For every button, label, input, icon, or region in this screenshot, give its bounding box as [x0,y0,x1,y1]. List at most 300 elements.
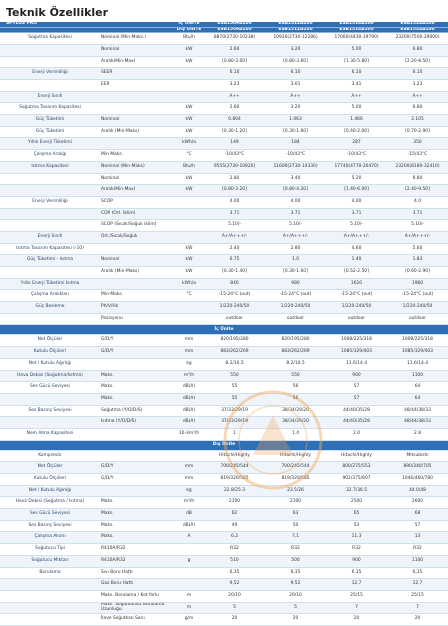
spec-category: Güç Tüketimi - Isıtma [0,255,100,267]
spec-value: [0.40-2.00] [326,126,387,138]
spec-value: 2.60 [204,44,265,56]
spec-value: 1/220-240/50 [387,302,448,314]
spec-row [0,103,448,115]
spec-row [0,33,448,45]
spec-value: 20 [265,614,326,626]
spec-unit [174,220,204,232]
spec-unit: 10-3m³/h [174,428,204,440]
spec-value: 890/340/705 [387,462,448,474]
spec-value: 6.10 [204,68,265,80]
spec-value: 5.00 [326,44,387,56]
spec-value: [0.80-3.20] [204,185,265,197]
spec-value: 23.5/26 [265,485,326,497]
spec-value: 57 [387,520,448,532]
spec-value: 550 [265,370,326,382]
spec-value: 4.00 [326,196,387,208]
spec-subcategory [100,358,174,370]
spec-value: 8.2/10.5 [265,358,326,370]
spec-value: 1/220-240/50 [326,302,387,314]
spec-unit: kW [174,185,204,197]
spec-value: 4.60 [326,243,387,255]
spec-value: 700/245/544 [204,462,265,474]
spec-unit: A [174,532,204,544]
spec-unit: mm [174,462,204,474]
spec-subcategory: Nominal [100,44,174,56]
spec-value: 20 [204,614,265,626]
spec-subcategory: SCOP (Sıcak/Soğuk iklim) [100,220,174,232]
spec-value: -10/43°C [265,150,326,162]
indoor-unit-label: İÇ ÜNİTE [174,22,204,27]
spec-value: 510 [204,555,265,567]
spec-row [0,208,448,220]
section-indoor-title: İç Ünite [0,325,448,335]
spec-value: 1.40 [326,255,387,267]
spec-value: Hitachi/Highly [204,450,265,462]
spec-value: 5.10/- [326,220,387,232]
spec-subcategory: Maks. Soğutkansız Borulama Uzunluğu [100,602,174,614]
spec-value: 17060(4430-19790) [326,33,387,45]
spec-value: 1610 [326,278,387,290]
indoor-model: ESA1524A100 [387,22,448,27]
spec-category [0,173,100,185]
spec-unit: g/m [174,614,204,626]
spec-row [0,231,448,243]
spec-category: Ses Basınç Seviyesi [0,520,100,532]
spec-row [0,382,448,394]
spec-value: 2600 [387,497,448,509]
spec-subcategory: G/D/Y [100,347,174,359]
spec-subcategory: Maks. [100,532,174,544]
spec-category [0,393,100,405]
spec-value: 23200(7500-29000) [387,33,448,45]
spec-subcategory: Min-Maks. [100,290,174,302]
spec-value: [0.80-3.00] [204,56,265,68]
spec-subcategory: Ort./Sıcak/Soğuk [100,231,174,243]
spec-category: Güç Tüketimi [0,126,100,138]
spec-unit: °C [174,290,204,302]
spec-value: 5.20 [326,173,387,185]
spec-unit: kg [174,485,204,497]
spec-subcategory [100,428,174,440]
spec-row [0,417,448,429]
spec-value: 1046/460/780 [387,474,448,486]
spec-value: 44/40/35/28 [326,405,387,417]
spec-value: 64 [387,382,448,394]
outdoor-model: ESB1518A100 [326,27,387,33]
spec-subcategory: Maks. [100,520,174,532]
spec-value: -15-24°C (out) [265,290,326,302]
spec-subcategory: Nominal [100,173,174,185]
spec-value: A+/A+++/- [204,231,265,243]
spec-unit: dB(A) [174,393,204,405]
spec-value: 11,3 [326,532,387,544]
spec-category [0,267,100,279]
spec-unit [174,68,204,80]
spec-category: Kutulu Ölçüleri [0,347,100,359]
spec-subcategory: Nominal (Min-Maks.) [100,33,174,45]
spec-subcategory: SCOP [100,196,174,208]
spec-category: Çalışma Aralığı [0,150,100,162]
spec-value: 6,35 [204,567,265,579]
spec-value: 9,52 [204,579,265,591]
spec-value: 2100 [204,497,265,509]
spec-unit: kW [174,56,204,68]
spec-subcategory: Sıvı Boru Hattı [100,567,174,579]
spec-value: 3.23 [204,80,265,92]
spec-unit: kW [174,255,204,267]
spec-value: 63 [265,509,326,521]
spec-category: Ses Basınç Seviyesi [0,405,100,417]
spec-unit: kW [174,243,204,255]
spec-value: 1/220-240/50 [265,302,326,314]
spec-subcategory [100,243,174,255]
spec-unit: m [174,602,204,614]
spec-category: Enerji Verimliliği [0,196,100,208]
spec-value: 17740(4770-20470) [326,161,387,173]
spec-value: 11.6/14.4 [387,358,448,370]
spec-row [0,68,448,80]
spec-value: Mitsubishi [387,450,448,462]
spec-category: Soğutucu Miktarı [0,555,100,567]
spec-value: [1.30-5.80] [326,56,387,68]
spec-value: 2100 [265,497,326,509]
spec-value: 820/195/280 [204,335,265,347]
spec-value: 287 [326,138,387,150]
indoor-model: ESA1509A100 [204,22,265,27]
spec-category: Çalışma Akımı [0,532,100,544]
spec-unit: dB [174,509,204,521]
spec-unit [174,313,204,325]
spec-value: 37/33/29/19 [204,417,265,429]
spec-subcategory: Maks. [100,370,174,382]
spec-value: R32 [265,544,326,556]
series-label: SPYLOS PRO [0,22,100,27]
spec-category: Hava Debisi (Soğutma / Isıtma) [0,497,100,509]
spec-value: 12,7 [326,579,387,591]
spec-subcategory [100,450,174,462]
spec-value: 149 [204,138,265,150]
spec-subcategory: Maks. [100,393,174,405]
spec-value: [0.60-2.90] [387,267,448,279]
spec-unit: m³/h [174,370,204,382]
spec-value: 11.6/14.4 [326,358,387,370]
spec-subcategory: R410A/R32 [100,544,174,556]
spec-value: 819/320/585 [204,474,265,486]
spec-row [0,579,448,591]
spec-row [0,474,448,486]
spec-value: 8.2/10.5 [204,358,265,370]
spec-category: Borulama [0,567,100,579]
spec-value: 11600(2730-14330) [265,161,326,173]
indoor-model: ESA1512A100 [265,22,326,27]
spec-row [0,56,448,68]
spec-value: [1.40-6.00] [326,185,387,197]
spec-value: 62 [204,509,265,521]
spec-category [0,614,100,626]
spec-category [0,602,100,614]
spec-subcategory: EER [100,80,174,92]
spec-value: 883/262/269 [204,347,265,359]
spec-value: 5.10/- [265,220,326,232]
spec-value: 57 [326,382,387,394]
spec-table [0,22,448,626]
spec-unit [174,196,204,208]
outdoor-model: ESB1524A100 [387,27,448,33]
spec-value: [0.70-2.90] [387,126,448,138]
spec-row [0,267,448,279]
spec-value: -15-24°C (out) [326,290,387,302]
spec-unit: dB(A) [174,520,204,532]
spec-category: Ses Gücü Seviyesi [0,382,100,394]
outdoor-model: ESB1512A100 [265,27,326,33]
spec-value: -10/43°C [204,150,265,162]
spec-category [0,417,100,429]
spec-value: 700/245/544 [265,462,326,474]
spec-value: 56 [265,382,326,394]
spec-value: 4.0 [387,196,448,208]
spec-unit [174,302,204,314]
spec-row [0,520,448,532]
spec-category: Hava Debisi (Soğutma/Isıtma) [0,370,100,382]
spec-category [0,579,100,591]
spec-row [0,405,448,417]
spec-value: 900 [326,555,387,567]
spec-value: 1085/329/403 [387,347,448,359]
spec-value: 2.40 [204,243,265,255]
spec-value: 2.60 [204,103,265,115]
spec-row [0,370,448,382]
spec-row [0,44,448,56]
spec-value: A++ [265,91,326,103]
spec-subcategory: Aralık(Min-Max) [100,56,174,68]
spec-row [0,335,448,347]
spec-value: 7 [326,602,387,614]
spec-row [0,243,448,255]
spec-unit: °C [174,150,204,162]
spec-value: 20 [387,614,448,626]
spec-value: 5.10/- [387,220,448,232]
spec-value: 3.23 [387,80,448,92]
spec-value: 38/34/29/20 [265,405,326,417]
spec-category: Soğutma Kapasitesi [0,33,100,45]
spec-category: Çalışma Aralıkları [0,290,100,302]
spec-subcategory: Aralık(Min-Max) [100,185,174,197]
spec-value: 57 [326,393,387,405]
spec-row [0,290,448,302]
spec-category: Yıllık Enerji Tüketimi Isıtma [0,278,100,290]
spec-value: 12,7 [387,579,448,591]
spec-row [0,161,448,173]
spec-value: 2500 [326,497,387,509]
spec-value: A+/A+++/- [326,231,387,243]
spec-value: [0.52-2.50] [326,267,387,279]
spec-unit [174,567,204,579]
spec-row [0,450,448,462]
spec-value: 20/10 [204,590,265,602]
spec-subcategory: Maks. [100,497,174,509]
spec-value: outdoor [204,313,265,325]
spec-value: 6.10 [265,68,326,80]
spec-unit: kg [174,358,204,370]
spec-value: 1008/225/318 [326,335,387,347]
spec-row [0,80,448,92]
spec-subcategory: Gaz Boru Hattı [100,579,174,591]
spec-value: 44/40/35/28 [326,417,387,429]
spec-unit: kW [174,103,204,115]
spec-value: A++ [387,91,448,103]
spec-value: Hitachi/Highly [265,450,326,462]
spec-category [0,313,100,325]
spec-unit [174,231,204,243]
spec-row [0,150,448,162]
spec-row [0,138,448,150]
spec-row [0,91,448,103]
spec-row [0,313,448,325]
spec-value: 3.01 [265,80,326,92]
spec-row [0,173,448,185]
spec-unit: kW [174,126,204,138]
spec-category: Soğutucu Tipi [0,544,100,556]
spec-value: 0.75 [204,255,265,267]
spec-row [0,126,448,138]
page-title: Teknik Özellikler [6,6,109,19]
spec-row [0,347,448,359]
spec-value: -15-24°C (out) [387,290,448,302]
spec-row [0,590,448,602]
spec-unit: kWh/a [174,138,204,150]
spec-value: 48/44/38/33 [387,405,448,417]
spec-value: 3.20 [265,44,326,56]
spec-row [0,462,448,474]
spec-value: 55 [204,382,265,394]
spec-subcategory: Nominal (Min-Maks) [100,161,174,173]
spec-value: R32 [204,544,265,556]
spec-category: Net Ölçüler [0,335,100,347]
spec-unit: Btu/h [174,33,204,45]
spec-category [0,208,100,220]
spec-subcategory: Min-Maks. [100,150,174,162]
spec-value: 6,2 [204,532,265,544]
spec-value: 49 [204,520,265,532]
spec-row [0,393,448,405]
spec-category [0,185,100,197]
spec-value: [0.80-4.20] [265,185,326,197]
spec-value: 23200(8180-32410) [387,161,448,173]
spec-value: 0.804 [204,115,265,127]
spec-value: Hitachi/Highly [326,450,387,462]
spec-category: Soğutma Tasarım Kapasitesi [0,103,100,115]
spec-value: 25/15 [326,590,387,602]
spec-subcategory [100,103,174,115]
spec-value: 6,35 [326,567,387,579]
spec-value: outdoor [387,313,448,325]
spec-value: 980 [265,278,326,290]
spec-row [0,509,448,521]
outdoor-model: ESB1509A100 [204,27,265,33]
spec-value: 3.20 [265,103,326,115]
spec-value: 2.80 [265,243,326,255]
spec-subcategory [100,485,174,497]
spec-unit: g [174,555,204,567]
spec-value: 2.80 [204,173,265,185]
spec-category: Net Ölçüler [0,462,100,474]
spec-unit: kWh/a [174,278,204,290]
spec-unit [174,80,204,92]
spec-unit: Btu/h [174,161,204,173]
section-outdoor [0,440,448,450]
spec-value: 53 [326,520,387,532]
spec-value: 819/320/585 [265,474,326,486]
spec-category: Kutulu Ölçüleri [0,474,100,486]
spec-value: [0.30-1.60] [265,267,326,279]
spec-value: 32.7/36.5 [326,485,387,497]
spec-value: 2.0 [326,428,387,440]
spec-value: [0.30-1.40] [204,267,265,279]
spec-row [0,255,448,267]
spec-unit: m³/h [174,497,204,509]
spec-value: R32 [326,544,387,556]
spec-value: 1100 [387,555,448,567]
spec-row [0,115,448,127]
spec-value: 9555(2730-10920) [204,161,265,173]
spec-unit: mm [174,474,204,486]
spec-value: 3.71 [265,208,326,220]
spec-category [0,80,100,92]
spec-value: [0.30-1.20] [204,126,265,138]
spec-value: 1960 [387,278,448,290]
spec-subcategory: Isıtma (Y/O/D/S) [100,417,174,429]
spec-value: 65 [326,509,387,521]
spec-value: 9,52 [265,579,326,591]
spec-value: 5 [204,602,265,614]
spec-subcategory [100,91,174,103]
spec-value: 20 [326,614,387,626]
spec-subcategory: İlave Soğutkan Sarıı [100,614,174,626]
spec-subcategory: Nominal [100,115,174,127]
spec-subcategory: SEER [100,68,174,80]
spec-subcategory: R410A/R32 [100,555,174,567]
spec-value: 1 [204,428,265,440]
spec-value: -15-24°C (out) [204,290,265,302]
section-indoor [0,325,448,335]
spec-unit: m [174,590,204,602]
spec-unit [174,544,204,556]
spec-subcategory [100,278,174,290]
spec-row [0,196,448,208]
spec-row [0,302,448,314]
spec-value: 3.71 [326,208,387,220]
spec-row [0,485,448,497]
spec-value: 5.00 [326,103,387,115]
spec-value: 64 [387,393,448,405]
spec-subcategory: Pozisyonu [100,313,174,325]
spec-value: 68 [387,509,448,521]
spec-value: 37/33/29/19 [204,405,265,417]
spec-value: outdoor [265,313,326,325]
spec-row [0,358,448,370]
spec-value: R32 [387,544,448,556]
spec-unit: dB(A) [174,417,204,429]
spec-value: 5.60 [387,243,448,255]
spec-row [0,544,448,556]
spec-category: Ses Gücü Seviyesi [0,509,100,521]
spec-subcategory: Aralık (Min-Maks) [100,126,174,138]
spec-value: 22.8/25.3 [204,485,265,497]
spec-value: 550 [204,370,265,382]
spec-value: 4.00 [204,196,265,208]
spec-value: A+/A+++/- [387,231,448,243]
spec-subcategory: Ph/V/Hz [100,302,174,314]
